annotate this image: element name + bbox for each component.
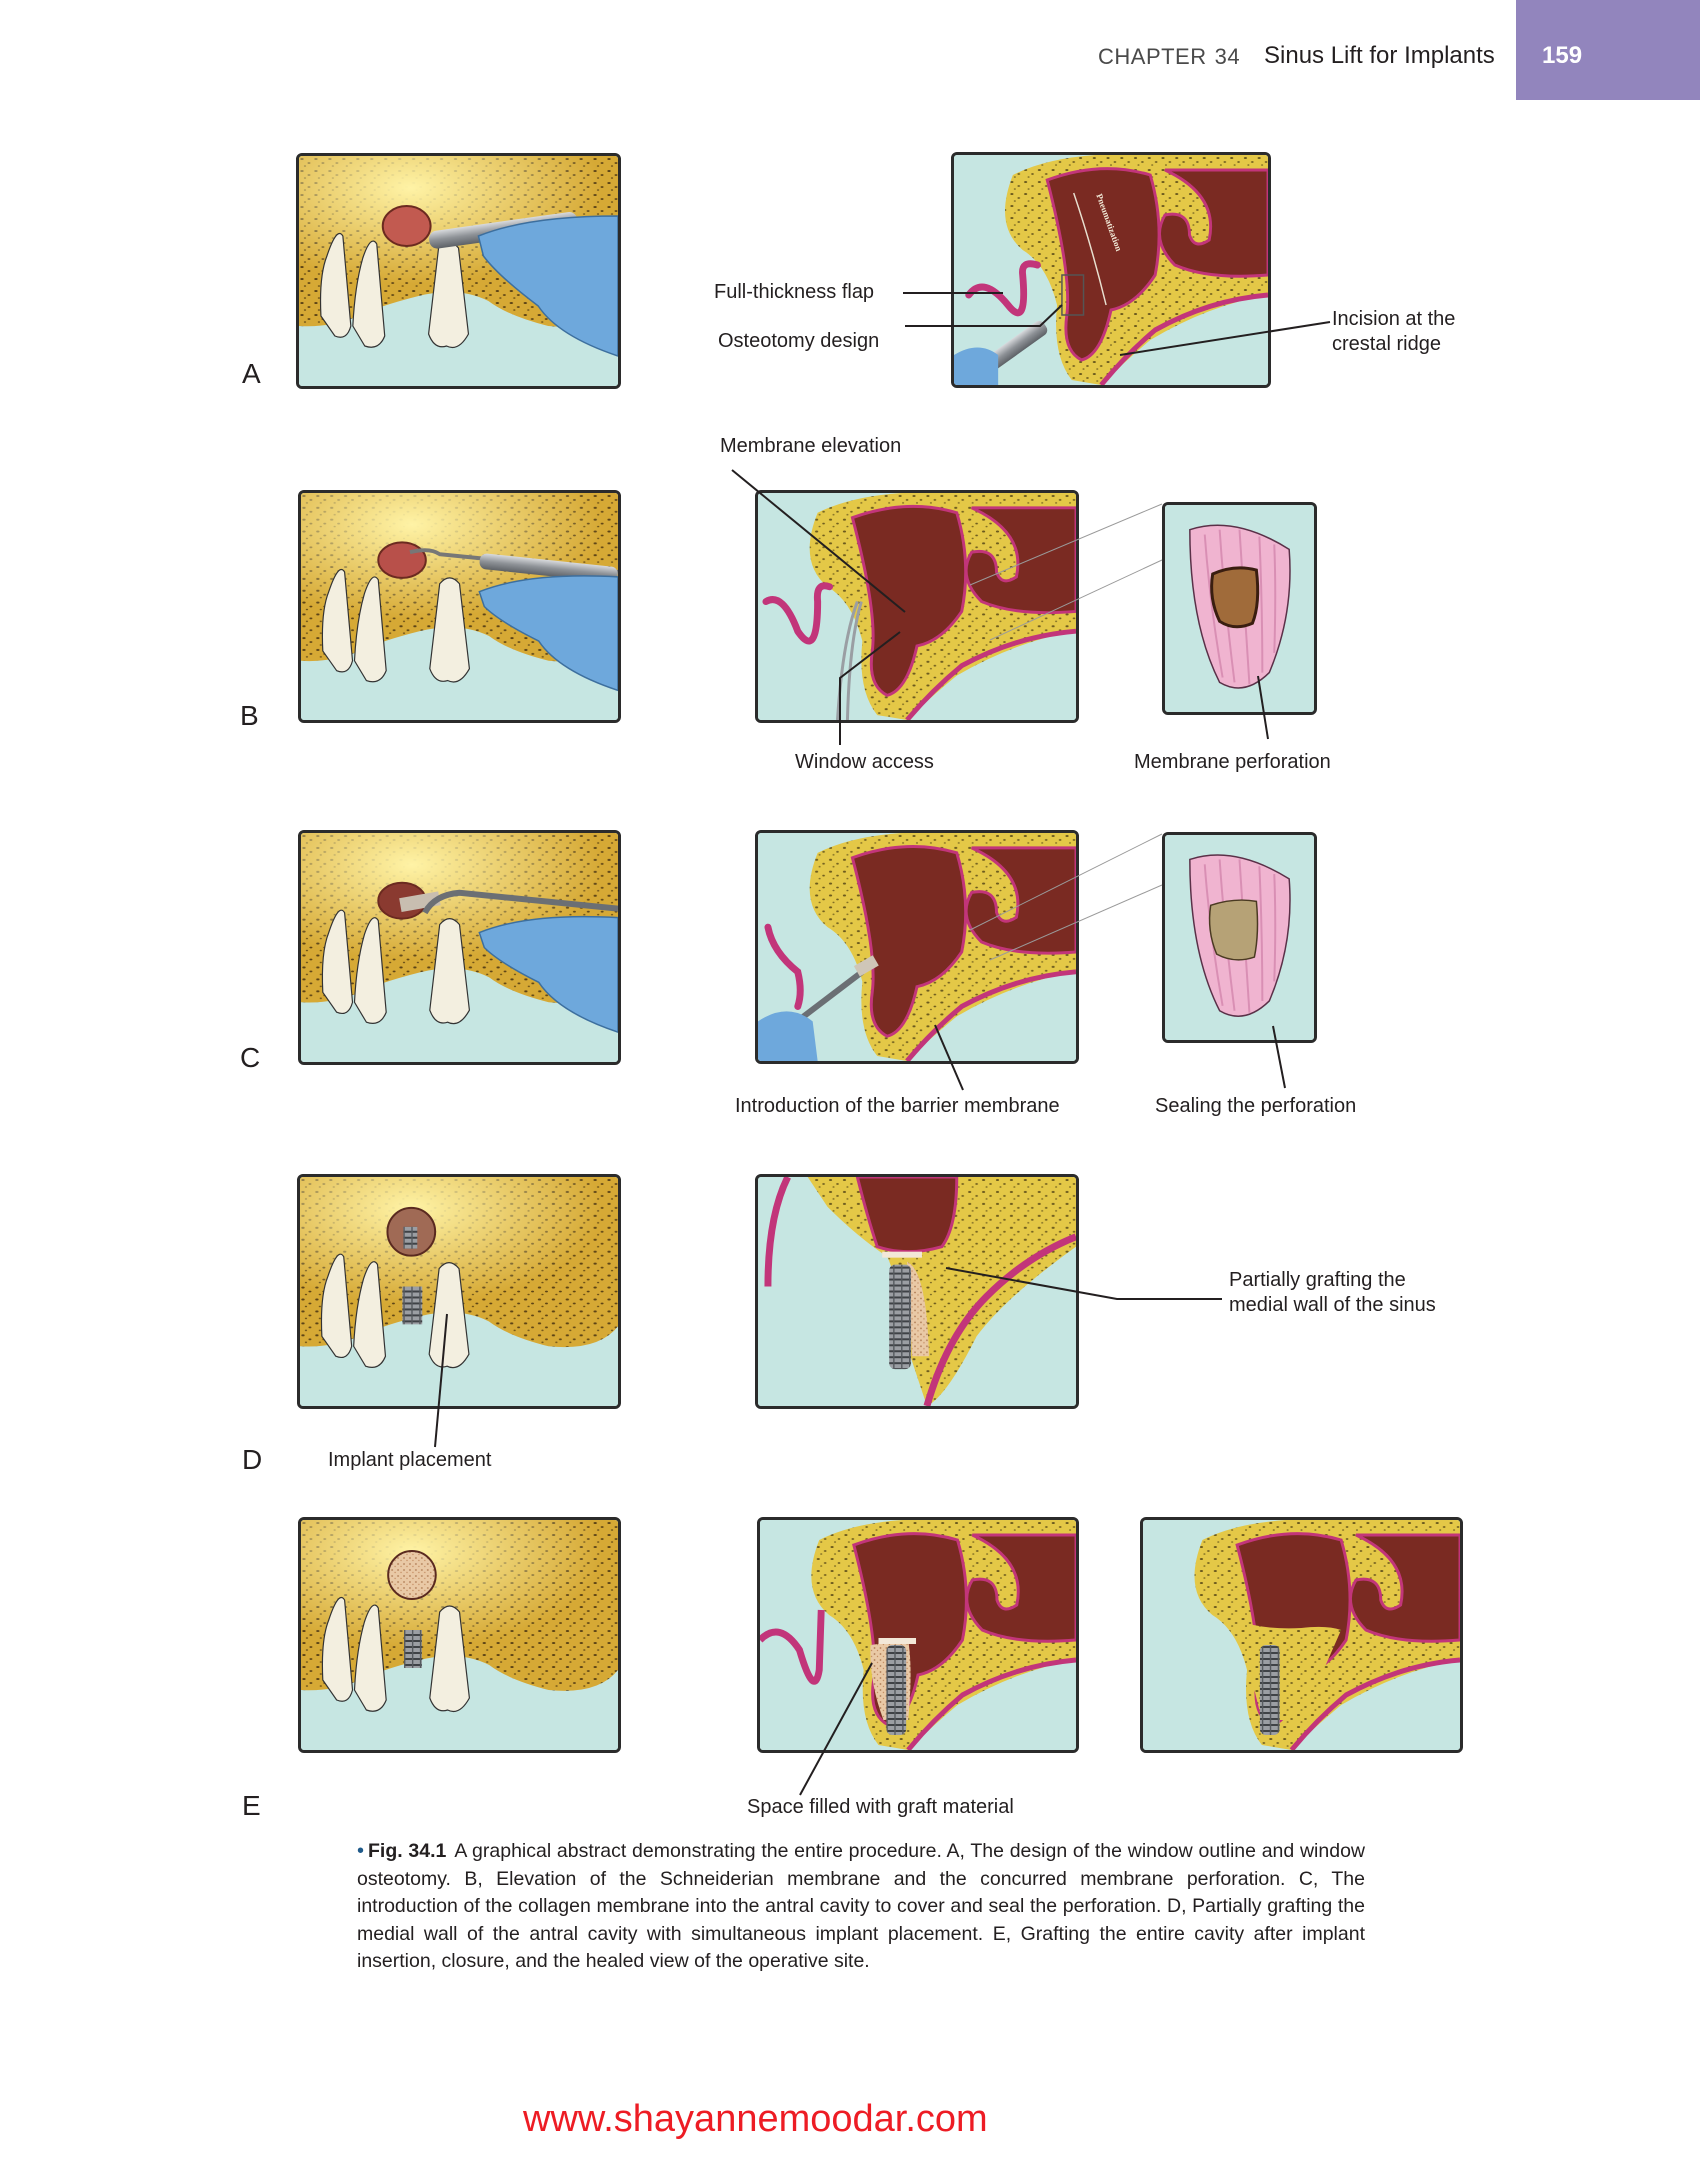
chapter-number: 34 [1214, 44, 1241, 69]
panel-d-cross-section [755, 1174, 1079, 1409]
window-opening [378, 542, 426, 578]
figure-number: Fig. 34.1 [368, 1840, 447, 1862]
panel-c-cross-section [755, 830, 1079, 1064]
barrier-membrane [882, 1252, 922, 1258]
implant-apex-icon [403, 1227, 417, 1249]
panel-a-cross-section [951, 152, 1271, 388]
panel-b-membrane-elevation [298, 490, 621, 723]
implant-icon [889, 1265, 911, 1370]
label-partial-graft-line1: Partially grafting the [1229, 1269, 1406, 1291]
panel-b-inset-perforation [1162, 502, 1317, 715]
label-incision-line1: Incision at the [1332, 308, 1456, 330]
panel-a-window-outline [296, 153, 621, 389]
panel-b-cross-section [755, 490, 1079, 723]
pneumatization-text: Pneumatization [1094, 192, 1125, 253]
glove-hand-icon [954, 348, 998, 386]
chapter-title: Sinus Lift for Implants [1264, 42, 1495, 69]
label-osteotomy-design: Osteotomy design [718, 330, 880, 352]
chapter-label [1098, 44, 1240, 70]
implant-icon [1260, 1645, 1280, 1735]
caption-bullet: • [357, 1840, 365, 1862]
label-implant-placement: Implant placement [328, 1449, 492, 1471]
row-letter-a: A [242, 358, 261, 389]
label-space-filled-graft: Space filled with graft material [747, 1796, 1014, 1818]
label-window-access: Window access [795, 751, 934, 773]
implant-icon [402, 1287, 422, 1325]
label-membrane-elevation: Membrane elevation [720, 435, 902, 457]
label-membrane-perforation: Membrane perforation [1134, 751, 1331, 773]
implant-icon [886, 1645, 906, 1735]
label-sealing-perforation: Sealing the perforation [1155, 1095, 1357, 1117]
row-letter-e: E [242, 1790, 261, 1821]
label-barrier-membrane: Introduction of the barrier membrane [735, 1095, 1060, 1117]
panel-c-inset-sealed [1162, 832, 1317, 1043]
perforation-hole [1212, 568, 1258, 627]
label-incision-line2: crestal ridge [1332, 333, 1441, 355]
row-letter-c: C [240, 1042, 261, 1073]
watermark-url[interactable]: www.shayannemoodar.com [523, 2098, 988, 2140]
sealed-perforation [1210, 900, 1258, 960]
panel-d-implant-placement [297, 1174, 621, 1409]
grafted-window [388, 1551, 436, 1599]
chapter-word: CHAPTER [1098, 44, 1207, 69]
window-outline [383, 206, 431, 246]
panel-e-healed [1140, 1517, 1463, 1753]
row-letter-b: B [240, 700, 259, 731]
label-partial-graft [1229, 1268, 1436, 1318]
barrier-membrane [879, 1638, 917, 1644]
panel-c-membrane-insertion [298, 830, 621, 1065]
panel-e-grafted-window [298, 1517, 621, 1753]
label-partial-graft-line2: medial wall of the sinus [1229, 1294, 1436, 1316]
glove-hand-icon [758, 1011, 818, 1061]
label-full-thickness-flap: Full-thickness flap [714, 281, 875, 303]
implant-icon [404, 1630, 422, 1668]
row-letter-d: D [242, 1444, 263, 1475]
caption-text: A graphical abstract demonstrating the entire procedure. A, The design of the window outline and window osteotomy. B, Elevation of the Schneiderian membrane and the concurred membrane perforation. C, The introduction of the collagen membrane into the antral cavity to cover and seal the perforation. D, Partially grafting the medial wall of the antral cavity with simultaneous implant placement. E, Grafting the entire cavity after implant insertion, closure, and the healed view of the operative site. [357, 1840, 1366, 1972]
panel-e-graft-filled [757, 1517, 1079, 1753]
figure-caption [357, 1838, 1365, 1976]
page-number: 159 [1542, 42, 1583, 69]
label-incision-crestal-ridge [1332, 307, 1455, 357]
